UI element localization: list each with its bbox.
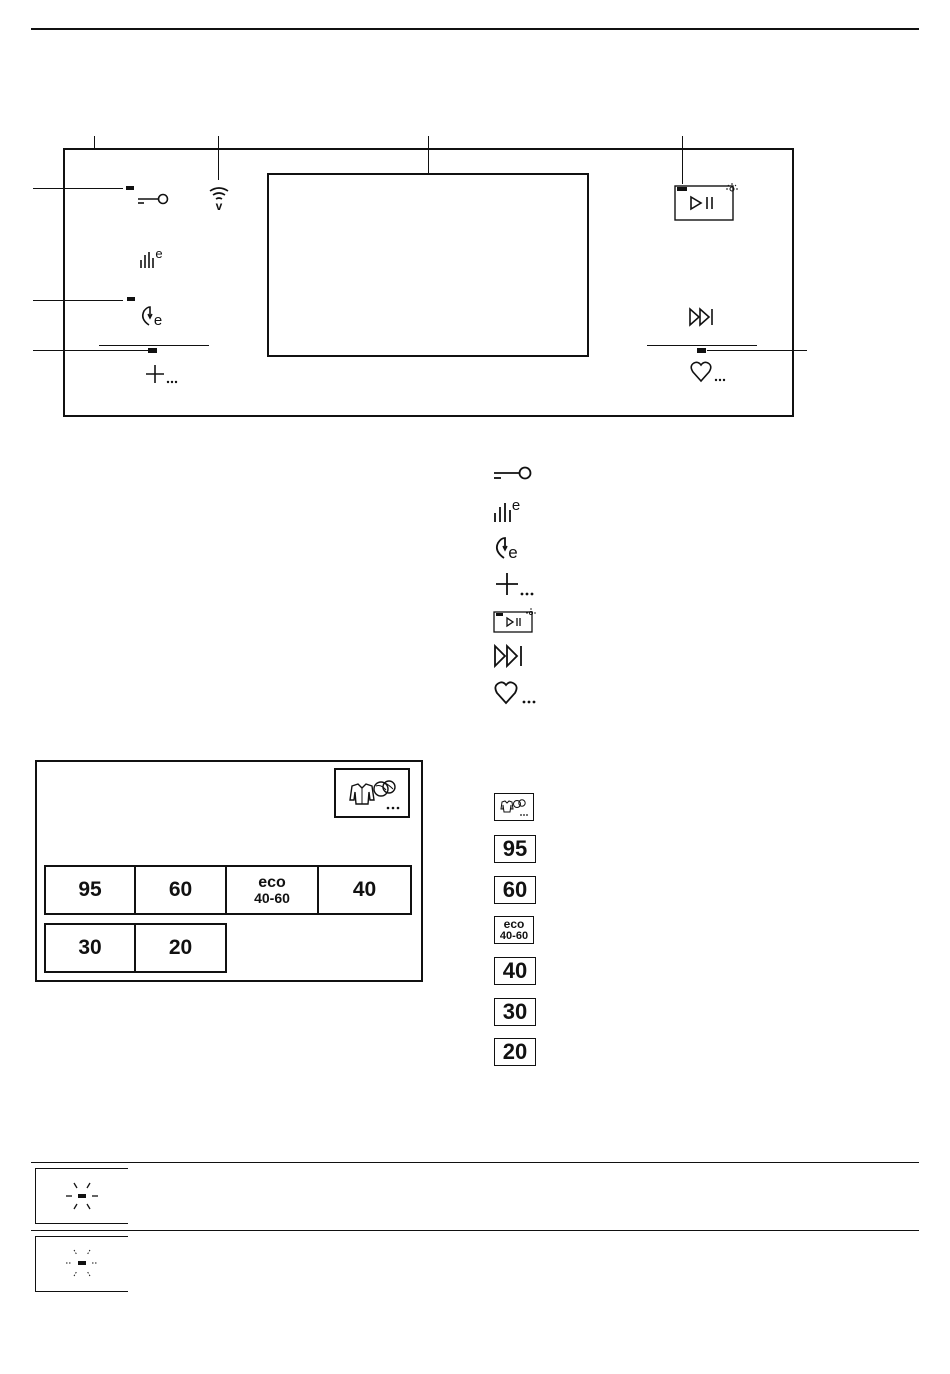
eco-label: eco: [503, 916, 525, 931]
eco-range-label: 40-60: [499, 929, 529, 942]
temp-value: 20: [502, 1039, 528, 1064]
laundry-type-button[interactable]: [334, 768, 410, 818]
callout-line: [707, 350, 807, 351]
temp-label: 30: [78, 936, 102, 959]
temp-value: 30: [502, 999, 528, 1024]
start-pause-button[interactable]: [674, 183, 740, 221]
temp-20-button[interactable]: [134, 923, 227, 973]
svg-text:e: e: [155, 246, 163, 261]
svg-text:e: e: [508, 543, 518, 562]
laundry-icon: [336, 770, 408, 816]
favourite-icon[interactable]: [690, 360, 728, 384]
dosing-icon[interactable]: [138, 246, 164, 270]
callout-line: [428, 136, 429, 174]
temp-40-button[interactable]: [317, 865, 412, 915]
callout-line: [94, 136, 95, 149]
temp-60-button[interactable]: [134, 865, 227, 915]
temp-value: 95: [502, 836, 528, 861]
skip-icon: [493, 644, 525, 668]
indicator-cell: [35, 1236, 128, 1292]
temp-20-legend: [494, 1038, 536, 1066]
right-divider: [647, 345, 757, 346]
eco-icon: [494, 536, 522, 562]
temp-label: 95: [78, 878, 102, 901]
temp-label: 60: [168, 878, 193, 901]
temp-label: 20: [168, 936, 193, 959]
led-indicator: [697, 348, 706, 353]
callout-line: [218, 136, 219, 180]
temp-95-button[interactable]: [44, 865, 136, 915]
left-divider: [99, 345, 209, 346]
temp-95-legend: [494, 835, 536, 863]
top-rule: [31, 28, 919, 30]
child-lock-icon[interactable]: [136, 190, 170, 208]
eco-label: eco: [258, 873, 286, 891]
blinking-indicator-icon: [36, 1237, 128, 1291]
temp-value: 40: [502, 958, 528, 983]
temp-30-legend: [494, 998, 536, 1026]
temp-60-legend: [494, 876, 536, 904]
laundry-icon: [494, 793, 534, 821]
temp-40-legend: [494, 957, 536, 985]
led-indicator: [148, 348, 157, 353]
svg-text:e: e: [511, 497, 521, 514]
svg-text:e: e: [153, 312, 163, 329]
favourite-icon: [494, 680, 538, 706]
eco-range-label: 40-60: [254, 889, 290, 906]
temp-30-button[interactable]: [44, 923, 136, 973]
table-rule: [31, 1162, 919, 1163]
plus-options-icon: [494, 572, 536, 598]
start-pause-icon: [493, 608, 537, 634]
svg-text:v: v: [215, 199, 223, 213]
callout-line: [33, 350, 148, 351]
plus-options-icon[interactable]: [144, 362, 180, 386]
display-screen: [267, 173, 589, 357]
temp-eco-legend: [494, 916, 534, 944]
callout-line: [682, 136, 683, 184]
child-lock-icon: [492, 464, 534, 484]
remote-start-icon[interactable]: [208, 186, 230, 212]
skip-icon[interactable]: [688, 307, 716, 327]
temp-eco-button[interactable]: [225, 865, 319, 915]
callout-line: [33, 300, 123, 301]
callout-line: [33, 188, 123, 189]
indicator-cell: [35, 1168, 128, 1224]
table-rule: [31, 1230, 919, 1231]
eco-icon[interactable]: [140, 305, 166, 329]
temp-label: 40: [352, 878, 377, 901]
flashing-indicator-icon: [36, 1169, 128, 1223]
led-indicator: [127, 297, 135, 301]
led-indicator: [126, 186, 134, 190]
temp-value: 60: [502, 877, 528, 902]
dosing-icon: [492, 498, 522, 524]
